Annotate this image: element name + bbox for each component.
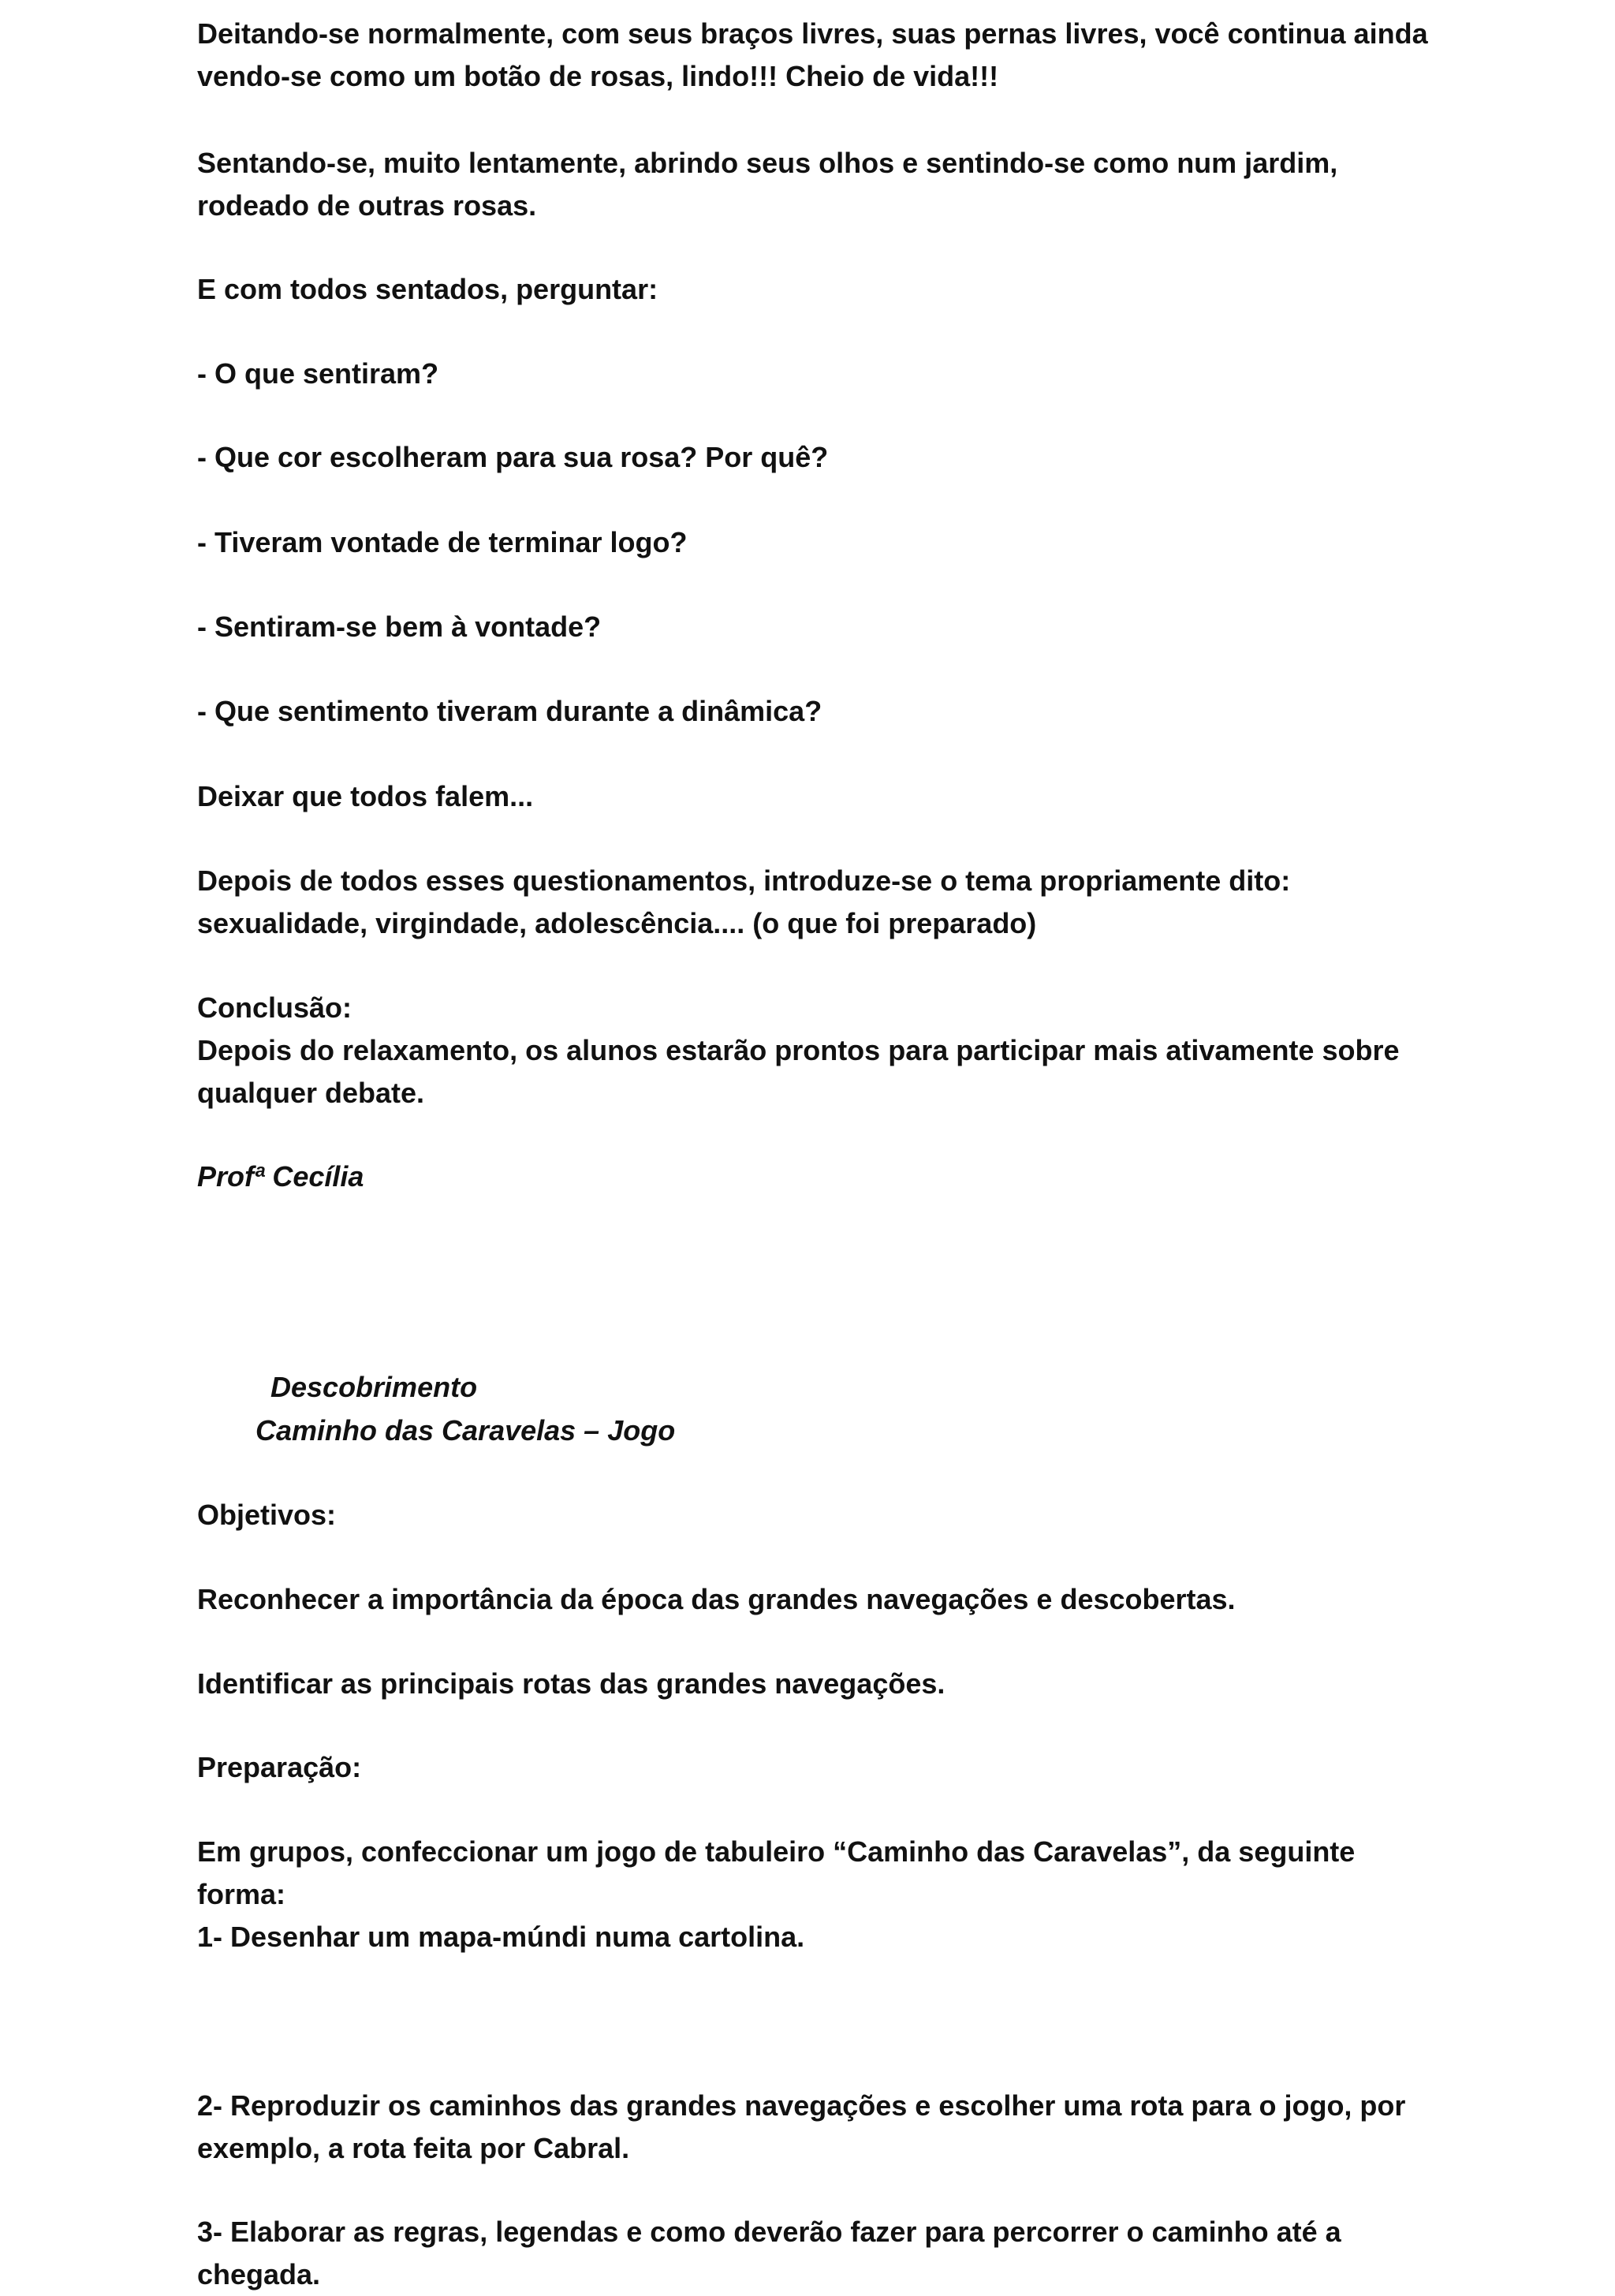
question-feeling: - Que sentimento tiveram durante a dinâmica? bbox=[197, 695, 822, 727]
section-title-discovery: Descobrimento bbox=[270, 1371, 478, 1403]
preparation-heading: Preparação: bbox=[197, 1751, 362, 1783]
paragraph-let-all-speak: Deixar que todos falem... bbox=[197, 780, 534, 812]
question-finish-soon: - Tiveram vontade de terminar logo? bbox=[197, 526, 688, 558]
step-1: 1- Desenhar um mapa-múndi numa cartolina. bbox=[197, 1921, 805, 1953]
paragraph-ask-intro: E com todos sentados, perguntar: bbox=[197, 273, 658, 305]
question-comfortable: - Sentiram-se bem à vontade? bbox=[197, 610, 602, 643]
objectives-heading: Objetivos: bbox=[197, 1499, 337, 1531]
objective-1: Reconhecer a importância da época das grandes navegações e descobertas. bbox=[197, 1583, 1236, 1615]
preparation-intro: Em grupos, confeccionar um jogo de tabuleiro “Caminho das Caravelas”, da seguinte forma: bbox=[197, 1835, 1356, 1910]
signature: Profª Cecília bbox=[197, 1160, 364, 1193]
objective-2: Identificar as principais rotas das grandes navegações. bbox=[197, 1667, 946, 1700]
step-2: 2- Reproduzir os caminhos das grandes navegações e escolher uma rota para o jogo, por exemplo, a rota feita por Cabral. bbox=[197, 2089, 1406, 2164]
question-what-felt: - O que sentiram? bbox=[197, 357, 439, 390]
conclusion-heading: Conclusão: bbox=[197, 991, 352, 1024]
step-3: 3- Elaborar as regras, legendas e como deverão fazer para percorrer o caminho até a chegada. bbox=[197, 2216, 1341, 2290]
question-rose-color: - Que cor escolheram para sua rosa? Por quê? bbox=[197, 441, 829, 473]
paragraph-sitting-up: Sentando-se, muito lentamente, abrindo seus olhos e sentindo-se como num jardim, rodeado de outras rosas. bbox=[197, 147, 1338, 222]
section-subtitle-game: Caminho das Caravelas – Jogo bbox=[255, 1414, 676, 1447]
paragraph-lying-down: Deitando-se normalmente, com seus braços livres, suas pernas livres, você continua ainda vendo-se como um botão de rosas, lindo!!! Cheio de vida!!! bbox=[197, 17, 1428, 92]
paragraph-introduce-theme: Depois de todos esses questionamentos, introduze-se o tema propriamente dito: sexualidade, virgindade, adolescência.... (o que foi preparado) bbox=[197, 864, 1291, 939]
conclusion-text: Depois do relaxamento, os alunos estarão prontos para participar mais ativamente sobre qualquer debate. bbox=[197, 1034, 1400, 1109]
